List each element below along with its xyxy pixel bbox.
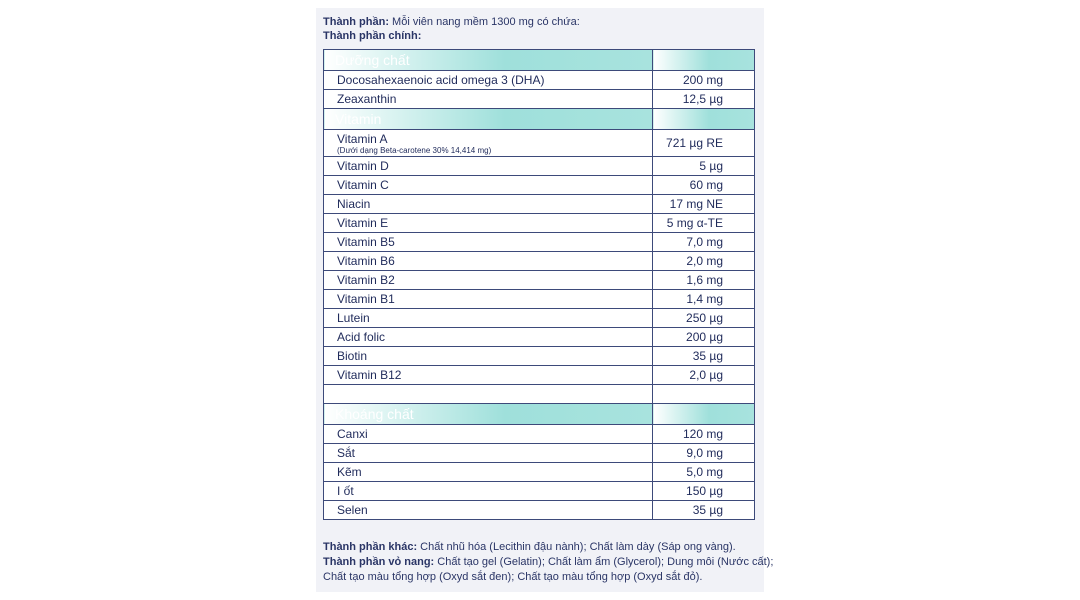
main-ingredients-label: Thành phần chính: [323,30,422,42]
ingredient-name: Vitamin B2 [324,271,653,290]
section-blank [653,109,755,130]
ingredient-value: 35 µg [653,501,755,520]
ingredient-name: Selen [324,501,653,520]
ingredient-name: Lutein [324,309,653,328]
ingredient-value: 1,6 mg [653,271,755,290]
table-row [324,425,755,444]
shell-ingredients-line [323,555,773,569]
table-row [324,482,755,501]
ingredient-value: 150 µg [653,482,755,501]
table-row [324,271,755,290]
ingredient-value: 60 mg [653,176,755,195]
ingredient-value: 2,0 mg [653,252,755,271]
section-header-nutrients [324,50,755,71]
table-row [324,309,755,328]
table-row [324,176,755,195]
section-title: Vitamin [324,109,653,130]
table-row [324,157,755,176]
table-row [324,463,755,482]
ingredients-table [323,49,755,520]
ingredient-name [324,130,653,157]
table-row [324,214,755,233]
table-row [324,233,755,252]
section-blank [653,404,755,425]
table-row [324,347,755,366]
ingredient-name: Vitamin B1 [324,290,653,309]
ingredients-text: Mỗi viên nang mềm 1300 mg có chứa: [389,16,580,28]
ingredient-value: 721 µg RE [653,130,755,157]
ingredient-name: I ốt [324,482,653,501]
ingredient-value: 250 µg [653,309,755,328]
section-blank [653,50,755,71]
table-row [324,130,755,157]
table-row [324,385,755,404]
ingredient-name: Sắt [324,444,653,463]
main-ingredients-line [323,30,421,43]
table-row [324,501,755,520]
vitamin-a-note: (Dưới dạng Beta-carotene 30% 14,414 mg) [337,145,492,155]
other-ingredients-text: Chất nhũ hóa (Lecithin đậu nành); Chất làm dày (Sáp ong vàng). [417,541,736,553]
table-row [324,71,755,90]
ingredient-value: 17 mg NE [653,195,755,214]
ingredient-value: 2,0 µg [653,366,755,385]
ingredient-value: 1,4 mg [653,290,755,309]
other-ingredients-line [323,540,736,554]
ingredient-name: Vitamin E [324,214,653,233]
ingredient-value: 7,0 mg [653,233,755,252]
ingredient-name: Kẽm [324,463,653,482]
ingredient-name: Biotin [324,347,653,366]
shell-ingredients-label: Thành phần vỏ nang: [323,556,435,568]
table-row [324,444,755,463]
ingredient-name: Niacin [324,195,653,214]
table-row [324,195,755,214]
table-row [324,252,755,271]
ingredient-value: 5 µg [653,157,755,176]
table-row [324,290,755,309]
ingredient-name: Acid folic [324,328,653,347]
ingredient-value [653,385,755,404]
ingredient-name: Vitamin B12 [324,366,653,385]
ingredients-label: Thành phần: [323,16,389,28]
shell-ingredients-text-2: Chất tạo màu tổng hợp (Oxyd sắt đen); Chất tạo màu tổng hợp (Oxyd sắt đỏ). [323,571,703,583]
ingredient-value: 5 mg α-TE [653,214,755,233]
ingredient-name: Canxi [324,425,653,444]
shell-ingredients-text: Chất tạo gel (Gelatin); Chất làm ẩm (Glycerol); Dung môi (Nước cất); [434,556,774,568]
table-row [324,328,755,347]
ingredient-value: 120 mg [653,425,755,444]
ingredient-value: 200 mg [653,71,755,90]
ingredient-name: Vitamin D [324,157,653,176]
ingredient-value: 9,0 mg [653,444,755,463]
ingredient-name: Vitamin B5 [324,233,653,252]
section-title: Dưỡng chất [324,50,653,71]
ingredient-name: Docosahexaenoic acid omega 3 (DHA) [324,71,653,90]
ingredient-value: 5,0 mg [653,463,755,482]
shell-ingredients-line-2 [323,570,702,584]
ingredient-name: Vitamin B6 [324,252,653,271]
table-row [324,366,755,385]
ingredient-value: 35 µg [653,347,755,366]
ingredient-value: 200 µg [653,328,755,347]
ingredient-name: Zeaxanthin [324,90,653,109]
ingredients-line [323,16,580,29]
ingredient-name: Vitamin C [324,176,653,195]
section-header-minerals [324,404,755,425]
ingredient-value: 12,5 µg [653,90,755,109]
vitamin-a-name: Vitamin A [337,131,388,146]
section-title: Khoáng chất [324,404,653,425]
other-ingredients-label: Thành phần khác: [323,541,418,553]
section-header-vitamin [324,109,755,130]
ingredient-name [324,385,653,404]
table-row [324,90,755,109]
